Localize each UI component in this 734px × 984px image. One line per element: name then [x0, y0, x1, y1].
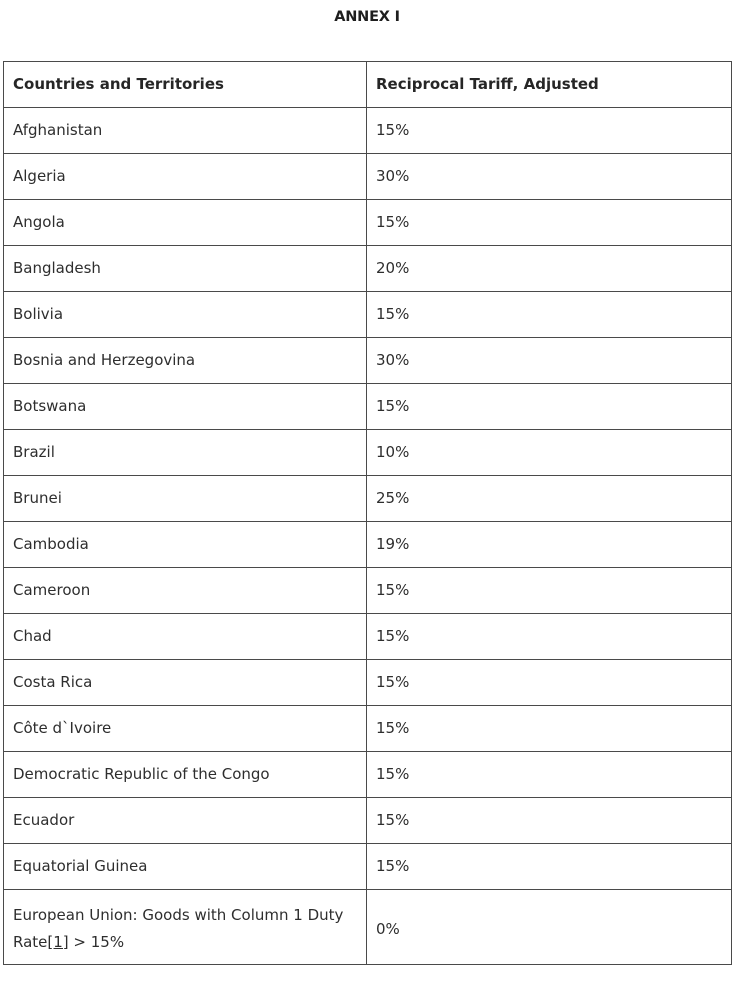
country-cell: Cambodia [4, 522, 367, 568]
annex-title: ANNEX I [334, 9, 400, 25]
country-cell: Côte d`Ivoire [4, 706, 367, 752]
header-countries: Countries and Territories [4, 62, 367, 108]
table-row [4, 338, 732, 384]
tariff-cell: 10% [367, 430, 732, 476]
country-cell: Bosnia and Herzegovina [4, 338, 367, 384]
tariff-cell: 25% [367, 476, 732, 522]
table-row [4, 522, 732, 568]
country-cell: Democratic Republic of the Congo [4, 752, 367, 798]
tariff-cell: 0% [367, 890, 732, 965]
table-row [4, 200, 732, 246]
header-tariff: Reciprocal Tariff, Adjusted [367, 62, 732, 108]
country-cell: Algeria [4, 154, 367, 200]
eu-country-text: European Union: Goods with Column 1 Duty Rate [13, 906, 344, 951]
table-row [4, 844, 732, 890]
table-row [4, 476, 732, 522]
table-row [4, 430, 732, 476]
table-row-european-union [4, 890, 732, 965]
country-cell: Afghanistan [4, 108, 367, 154]
country-cell: Ecuador [4, 798, 367, 844]
tariff-cell: 15% [367, 752, 732, 798]
tariff-cell: 15% [367, 200, 732, 246]
country-cell: Chad [4, 614, 367, 660]
country-cell: Angola [4, 200, 367, 246]
tariff-cell: 15% [367, 660, 732, 706]
table-row [4, 614, 732, 660]
tariff-table [3, 61, 732, 965]
table-row [4, 706, 732, 752]
country-cell: Equatorial Guinea [4, 844, 367, 890]
country-cell: Brazil [4, 430, 367, 476]
table-row [4, 292, 732, 338]
table-row [4, 246, 732, 292]
table-row [4, 108, 732, 154]
table-row [4, 154, 732, 200]
footnote-link[interactable]: [1] [47, 933, 69, 951]
country-cell [4, 890, 367, 965]
country-cell: Bangladesh [4, 246, 367, 292]
tariff-cell: 30% [367, 154, 732, 200]
table-row [4, 660, 732, 706]
eu-country-suffix: > 15% [68, 933, 125, 951]
table-row [4, 798, 732, 844]
tariff-cell: 15% [367, 706, 732, 752]
table-row [4, 568, 732, 614]
tariff-cell: 20% [367, 246, 732, 292]
country-cell: Bolivia [4, 292, 367, 338]
tariff-cell: 19% [367, 522, 732, 568]
table-row [4, 384, 732, 430]
tariff-cell: 15% [367, 108, 732, 154]
country-cell: Cameroon [4, 568, 367, 614]
table-row [4, 752, 732, 798]
tariff-cell: 15% [367, 798, 732, 844]
tariff-cell: 15% [367, 292, 732, 338]
tariff-cell: 15% [367, 614, 732, 660]
country-cell: Costa Rica [4, 660, 367, 706]
tariff-cell: 15% [367, 568, 732, 614]
table-header-row [4, 62, 732, 108]
tariff-cell: 15% [367, 844, 732, 890]
tariff-cell: 30% [367, 338, 732, 384]
country-cell: Botswana [4, 384, 367, 430]
country-cell: Brunei [4, 476, 367, 522]
tariff-cell: 15% [367, 384, 732, 430]
